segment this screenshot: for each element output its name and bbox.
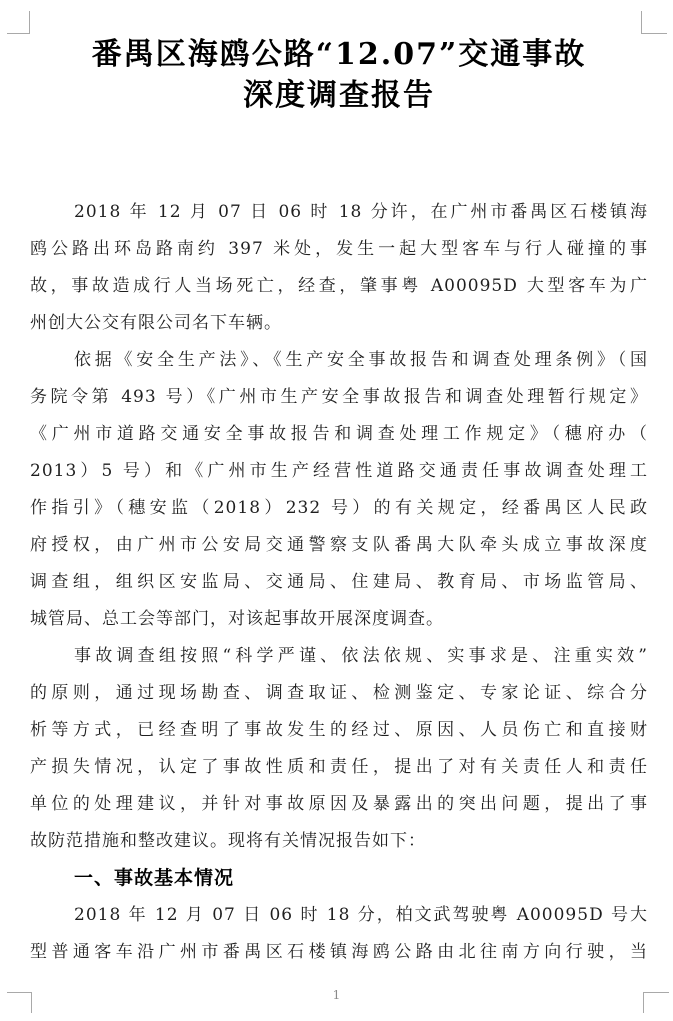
text-line: 州创大公交有限公司名下车辆。 xyxy=(30,313,282,333)
title-line-1: 番禺区海鸥公路“12.07”交通事故 xyxy=(91,37,587,72)
title-line-2: 深度调查报告 xyxy=(243,78,435,113)
margin-mark-top-right xyxy=(641,11,667,34)
text-line: 单位的处理建议，并针对事故原因及暴露出的突出问题，提出了事 xyxy=(30,794,648,814)
text-line: 府授权，由广州市公安局交通警察支队番禺大队牵头成立事故深度 xyxy=(30,535,648,555)
text-line: 故防范措施和整改建议。现将有关情况报告如下： xyxy=(30,831,426,851)
text-line: 产损失情况，认定了事故性质和责任，提出了对有关责任人和责任 xyxy=(30,757,648,777)
text-line: 鸥公路出环岛路南约 397 米处，发生一起大型客车与行人碰撞的事 xyxy=(30,239,648,259)
text-line: 2013）5 号）和《广州市生产经营性道路交通责任事故调查处理工 xyxy=(30,461,648,481)
text-line: 务院令第 493 号）《广州市生产安全事故报告和调查处理暂行规定》 xyxy=(30,387,648,407)
margin-mark-top-left xyxy=(7,11,30,34)
document-body xyxy=(30,194,648,971)
text-line: 作指引》（穗安监（2018）232 号）的有关规定，经番禺区人民政 xyxy=(30,498,648,518)
text-line: 依据《安全生产法》、《生产安全事故报告和调查处理条例》（国 xyxy=(74,350,648,370)
text-line: 《广州市道路交通安全事故报告和调查处理工作规定》（穗府办（ xyxy=(30,424,648,444)
text-line: 型普通客车沿广州市番禺区石楼镇海鸥公路由北往南方向行驶，当 xyxy=(30,942,648,962)
page-number: 1 xyxy=(332,988,341,1002)
text-line: 2018 年 12 月 07 日 06 时 18 分，柏文武驾驶粤 A00095D 号大 xyxy=(74,905,648,925)
text-line: 城管局、总工会等部门，对该起事故开展深度调查。 xyxy=(30,609,444,629)
text-line: 故，事故造成行人当场死亡，经查，肇事粤 A00095D 大型客车为广 xyxy=(30,276,648,296)
text-line: 2018 年 12 月 07 日 06 时 18 分许，在广州市番禺区石楼镇海 xyxy=(74,202,648,222)
text-line: 事故调查组按照“科学严谨、依法依规、实事求是、注重实效” xyxy=(74,646,648,666)
text-line: 的原则，通过现场勘查、调查取证、检测鉴定、专家论证、综合分 xyxy=(30,683,648,703)
section-heading: 一、事故基本情况 xyxy=(74,867,235,889)
document-title xyxy=(30,34,648,116)
text-line: 调查组，组织区安监局、交通局、住建局、教育局、市场监管局、 xyxy=(30,572,648,592)
text-line: 析等方式，已经查明了事故发生的经过、原因、人员伤亡和直接财 xyxy=(30,720,648,740)
